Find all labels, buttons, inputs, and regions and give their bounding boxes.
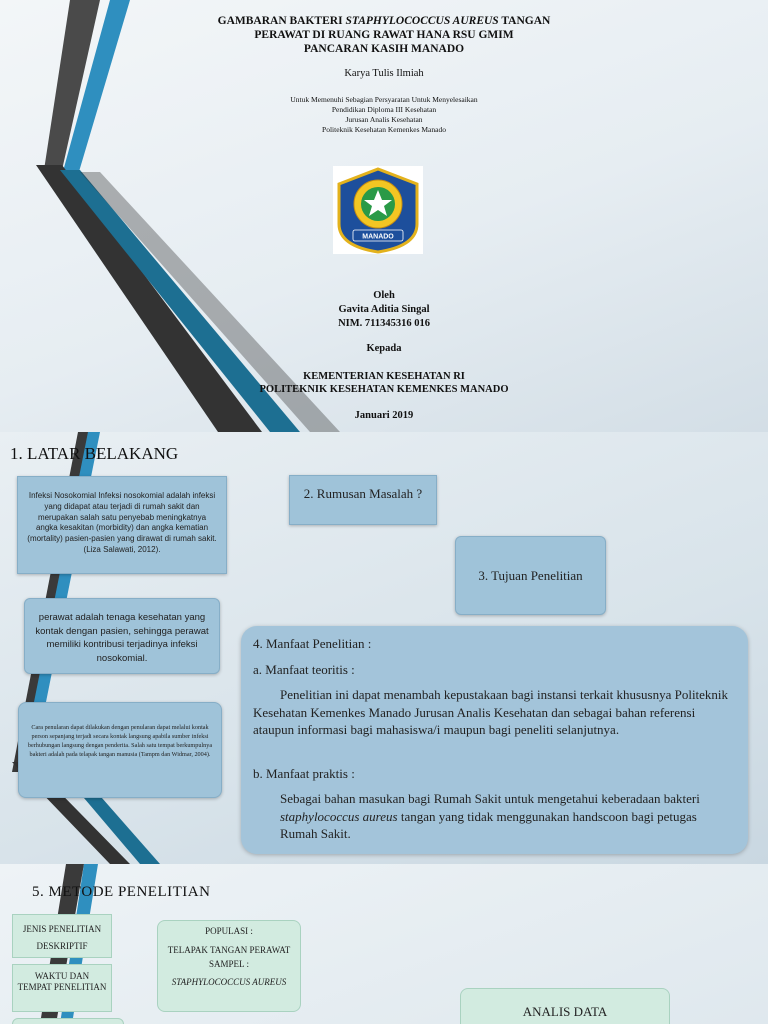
jenis-penelitian-box	[12, 914, 112, 958]
populasi-label: POPULASI :	[205, 926, 253, 936]
title	[0, 14, 768, 56]
institution-line1: KEMENTERIAN KESEHATAN RI	[303, 371, 465, 382]
manfaat-praktis-text	[253, 790, 736, 843]
sampel-value: STAPHYLOCOCCUS AUREUS	[171, 976, 287, 987]
author-name: Gavita Aditia Singal	[338, 304, 430, 315]
purpose-line: Politeknik Kesehatan Kemenkes Manado	[322, 125, 446, 134]
logo-text: MANADO	[362, 233, 394, 241]
title-slide	[0, 0, 768, 432]
purpose-block	[0, 95, 768, 135]
title-line3: PANCARAN KASIH MANADO	[303, 43, 465, 55]
title-line1-post: TANGAN	[498, 15, 551, 27]
author-block	[0, 289, 768, 331]
rumusan-masalah-box[interactable]: 2. Rumusan Masalah ?	[289, 475, 437, 525]
purpose-line: Untuk Memenuhi Sebagian Persyaratan Untuk Menyelesaikan	[290, 95, 478, 104]
institution-line2: POLITEKNIK KESEHATAN KEMENKES MANADO	[259, 384, 509, 395]
method-slide	[0, 864, 768, 1024]
manfaat-praktis-italic: staphylococcus aureus	[280, 808, 398, 824]
perawat-box: perawat adalah tenaga kesehatan yang kontak dengan pasien, sehingga perawat memiliki kontribusi terjadinya infeksi nosokomial.	[24, 598, 220, 674]
poltekkes-logo	[333, 166, 423, 254]
to-heading: Kepada	[366, 343, 402, 354]
next-box-partial	[12, 1018, 124, 1024]
section-heading: 1. LATAR BELAKANG	[10, 444, 179, 463]
section-heading: 5. METODE PENELITIAN	[32, 884, 211, 900]
populasi-sampel-box	[157, 920, 301, 1012]
institution-block	[0, 370, 768, 396]
author-heading: Oleh	[373, 290, 395, 301]
tujuan-penelitian-box[interactable]: 3. Tujuan Penelitian	[455, 536, 606, 615]
logo-frame	[333, 166, 423, 254]
purpose-line: Jurusan Analis Kesehatan	[345, 115, 423, 124]
manfaat-praktis-post: tangan yang tidak menggunakan handscoon bagi petugas Rumah Sakit.	[280, 808, 697, 841]
analis-data-box: ANALIS DATA	[460, 988, 670, 1024]
title-line1-pre: GAMBARAN BAKTERI	[217, 15, 346, 27]
manfaat-praktis-label: b. Manfaat praktis :	[253, 766, 355, 781]
waktu-tempat-box: WAKTU DAN TEMPAT PENELITIAN	[12, 964, 112, 1012]
sampel-label: SAMPEL :	[209, 959, 249, 969]
jenis-value: DESKRIPTIF	[36, 941, 88, 951]
date: Januari 2019	[354, 410, 414, 421]
purpose-line: Pendidikan Diploma III Kesehatan	[331, 105, 437, 114]
author-nim: NIM. 711345316 016	[338, 318, 430, 329]
background-slide	[0, 432, 768, 864]
manfaat-teoritis-text: Penelitian ini dapat menambah kepustakaan bagi instansi terkait khususnya Politeknik Kesehatan Kemenkes Manado Jurusan Analis Kesehatan dan sebagai bahan referensi ataupun informasi bagi mahasiswa/i maupun bagi peneliti selanjutnya.	[253, 687, 729, 737]
jenis-label: JENIS PENELITIAN	[22, 924, 102, 934]
subtitle: Karya Tulis Ilmiah	[344, 68, 424, 79]
manfaat-title: 4. Manfaat Penelitian :	[253, 636, 372, 651]
manfaat-penelitian-box	[241, 626, 748, 854]
title-italic: STAPHYLOCOCCUS AUREUS	[345, 15, 499, 27]
manfaat-teoritis-label: a. Manfaat teoritis :	[253, 662, 355, 677]
title-line2: PERAWAT DI RUANG RAWAT HANA RSU GMIM	[254, 29, 514, 41]
populasi-value: TELAPAK TANGAN PERAWAT	[167, 944, 291, 955]
manfaat-praktis-pre: Sebagai bahan masukan bagi Rumah Sakit untuk mengetahui keberadaan bakteri	[280, 791, 700, 806]
infeksi-nosokomial-box: Infeksi Nosokomial Infeksi nosokomial adalah infeksi yang didapat atau terjadi di rumah sakit dan merupakan salah satu penyebab meningkatnya angka kesakitan (morbidity) dan angka kematian (mortality) pasien-pasien yang dirawat di rumah sakit. (Liza Salawati, 2012).	[17, 476, 227, 574]
cara-penularan-box: Cara penularan dapat dilakukan dengan penularan dapat melalui kontak person sepanjang terjadi secara kontak langsung apabila sumber infeksi berhubungan langsung dengan penderita. Salah satu tempat berkumpulnya bakteri adalah pada telapak tangan manusia (Tampm dan Widmar, 2004).	[18, 702, 222, 798]
